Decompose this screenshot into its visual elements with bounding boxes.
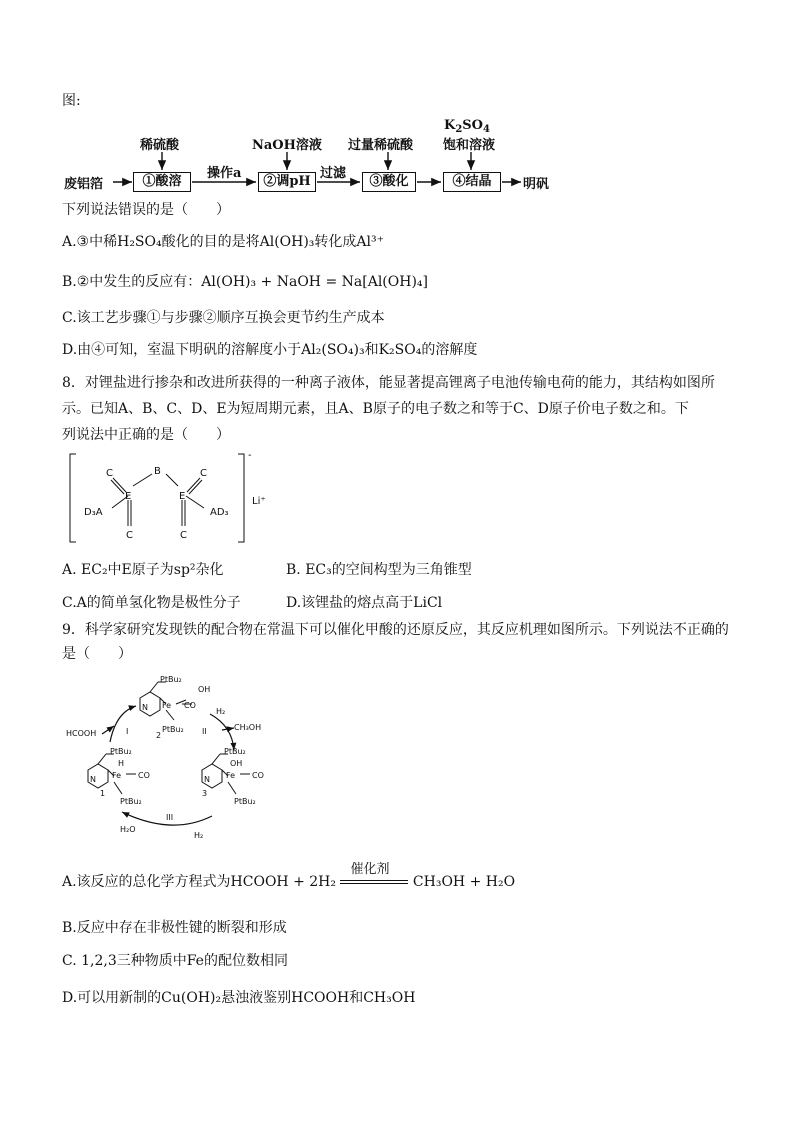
- compound-2-label: 2: [156, 731, 162, 740]
- compound-3-label: 3: [202, 789, 208, 798]
- reactant-hcooh: HCOOH: [66, 729, 97, 738]
- q8-option-a: A. EC₂中E原子为sp²杂化: [62, 562, 224, 578]
- charge-minus: -: [248, 450, 252, 461]
- metal-fe: Fe: [112, 771, 122, 780]
- q9-option-b: B.反应中存在非极性键的断裂和形成: [62, 920, 287, 936]
- q9-option-a-products: CH₃OH + H₂O: [412, 874, 516, 890]
- top-label: 图:: [62, 93, 81, 109]
- compound-1-label: 1: [100, 789, 106, 798]
- q8-stem-line1: 8．对锂盐进行掺杂和改进所获得的一种离子液体，能显著提高锂离子电池传输电荷的能力，其结构如图所: [62, 375, 715, 391]
- step-3-label: III: [166, 813, 174, 822]
- metal-fe: Fe: [162, 701, 172, 710]
- lithium-cation: Li⁺: [252, 496, 266, 507]
- atom-b: B: [154, 466, 161, 477]
- q9-stem-line1: 9．科学家研究发现铁的配合物在常温下可以催化甲酸的还原反应，其反应机理如图所示。下列说法不正确的: [62, 622, 729, 638]
- ligand-oh: OH: [198, 685, 211, 694]
- atom-e: E: [179, 491, 186, 502]
- flow-start: 废铝箔: [64, 177, 104, 192]
- q9-option-a: [62, 862, 516, 892]
- flow-step-4: ④结晶: [443, 172, 501, 192]
- ligand-h: H: [118, 759, 125, 768]
- q7-option-d: D.由④可知，室温下明矾的溶解度小于Al₂(SO₄)₃和K₂SO₄的溶解度: [62, 342, 478, 358]
- reagent-4-formula: $K_2SO_4$: [444, 118, 490, 135]
- product-ch3oh: CH₃OH: [234, 723, 262, 732]
- ligand-ptbu: PtBu₂: [234, 797, 256, 806]
- op-label-1: 操作a: [207, 166, 242, 181]
- metal-fe: Fe: [226, 771, 236, 780]
- q8-option-c: C.A的简单氢化物是极性分子: [62, 595, 241, 611]
- q7-option-a: A.③中稀H₂SO₄酸化的目的是将Al(OH)₃转化成Al³⁺: [62, 234, 385, 250]
- flow-step-3: ③酸化: [362, 172, 416, 192]
- atom-c: C: [180, 530, 187, 541]
- step-1-label: I: [126, 727, 129, 736]
- step-2-label: II: [202, 727, 207, 736]
- flow-arrows: [0, 0, 794, 200]
- ligand-ptbu: PtBu₂: [160, 675, 182, 684]
- atom-n: N: [90, 775, 96, 784]
- reagent-2: NaOH溶液: [252, 138, 322, 153]
- group-d3a: D₃A: [84, 507, 103, 518]
- product-h2o: H₂O: [120, 825, 136, 834]
- reagent-1: 稀硫酸: [140, 138, 180, 153]
- flow-step-1: ①酸溶: [133, 172, 191, 192]
- ligand-co: CO: [252, 771, 264, 780]
- catalyst-arrow: [340, 862, 408, 892]
- ligand-ptbu: PtBu₂: [120, 797, 142, 806]
- q9-option-d: D.可以用新制的Cu(OH)₂悬浊液鉴别HCOOH和CH₃OH: [62, 990, 416, 1006]
- equals-line: [340, 880, 408, 881]
- atom-n: N: [142, 703, 148, 712]
- reagent-4: 饱和溶液: [443, 138, 496, 153]
- q8-stem-line2: 示。已知A、B、C、D、E为短周期元素，且A、B原子的电子数之和等于C、D原子价电子数之和。下: [62, 401, 689, 417]
- ligand-oh: OH: [230, 759, 243, 768]
- q9-option-c: C. 1,2,3三种物质中Fe的配位数相同: [62, 953, 288, 969]
- reaction-mechanism: [62, 670, 292, 850]
- atom-e: E: [125, 491, 132, 502]
- ionic-liquid-structure: [62, 448, 282, 548]
- q9-option-a-reactants: A.该反应的总化学方程式为HCOOH + 2H₂: [62, 874, 337, 890]
- ligand-ptbu: PtBu₂: [162, 725, 184, 734]
- reagent-h2: H₂: [194, 831, 204, 840]
- atom-c: C: [106, 468, 113, 479]
- flow-end: 明矾: [523, 177, 550, 192]
- q7-option-c: C.该工艺步骤①与步骤②顺序互换会更节约生产成本: [62, 310, 385, 326]
- catalyst-label: 催化剂: [350, 862, 390, 877]
- q7-stem: 下列说法错误的是（ ）: [62, 202, 230, 218]
- reagent-3: 过量稀硫酸: [348, 138, 414, 153]
- ligand-co: CO: [138, 771, 150, 780]
- ligand-ptbu: PtBu₂: [110, 747, 132, 756]
- atom-n: N: [204, 775, 210, 784]
- equals-line: [340, 883, 408, 884]
- atom-c: C: [200, 468, 207, 479]
- q7-option-b: B.②中发生的反应有：Al(OH)₃ + NaOH = Na[Al(OH)₄]: [62, 274, 428, 290]
- q8-stem-line3: 列说法中正确的是（ ）: [62, 427, 230, 443]
- q8-option-d: D.该锂盐的熔点高于LiCl: [286, 595, 443, 611]
- q9-stem-line2: 是（ ）: [62, 646, 132, 662]
- reagent-h2: H₂: [216, 707, 226, 716]
- atom-c: C: [126, 530, 133, 541]
- flow-step-2: ②调pH: [258, 172, 316, 192]
- op-label-2: 过滤: [320, 166, 347, 181]
- q8-option-b: B. EC₃的空间构型为三角锥型: [286, 562, 472, 578]
- group-ad3: AD₃: [210, 507, 229, 518]
- ligand-co: CO: [184, 701, 196, 710]
- ligand-ptbu: PtBu₂: [224, 747, 246, 756]
